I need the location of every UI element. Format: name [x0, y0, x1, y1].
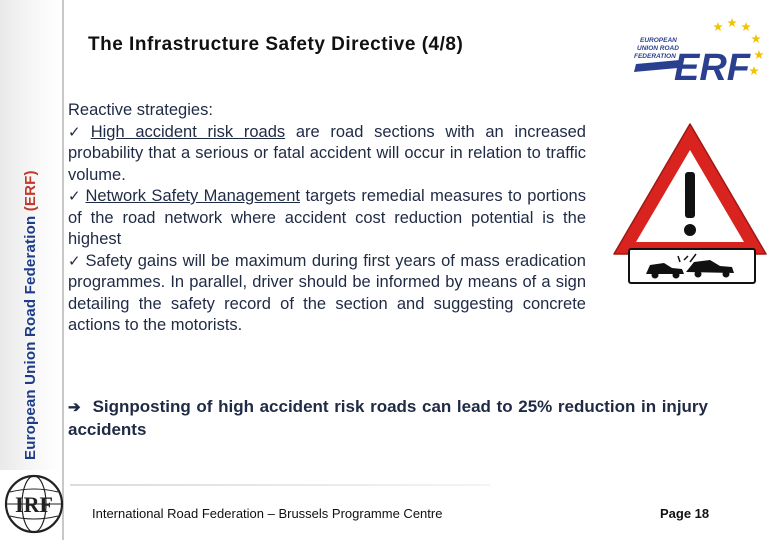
- vertical-org-label-main: European Union Road Federation: [22, 211, 39, 460]
- checkmark-icon: ✓: [68, 252, 82, 270]
- irf-globe-logo: [2, 472, 66, 536]
- vertical-org-label: [22, 40, 39, 460]
- erf-logo-small-text-1: EUROPEAN: [640, 37, 677, 44]
- bullet-item-3: [68, 251, 586, 337]
- bullet-1-text: are road sections with an increased probability that a serious or fatal accident will occur in relation to traffic volume.: [68, 122, 586, 184]
- erf-logo: [630, 12, 768, 92]
- checkmark-icon: ✓: [68, 188, 82, 205]
- erf-logo-big-text: ERF: [674, 47, 750, 89]
- strategies-heading: [68, 100, 586, 122]
- footer-organization: International Road Federation – Brussels Programme Centre: [92, 506, 443, 521]
- bullet-item-2: [68, 186, 586, 251]
- strategies-heading-label: Reactive strategies: [68, 101, 209, 119]
- erf-logo-small-text-2: UNION ROAD: [637, 45, 679, 52]
- car-crash-panel-icon: [628, 248, 756, 284]
- bullet-2-term: Network Safety Management: [85, 187, 300, 205]
- page-number: Page 18: [660, 506, 710, 521]
- irf-logo-text: IRF: [15, 492, 53, 517]
- warning-triangle-icon: [610, 120, 770, 260]
- vertical-org-label-abbrev: (ERF): [22, 170, 39, 212]
- bullet-2-text: targets remedial measures to portions of the road network where accident cost reduction potential is the highest: [68, 187, 586, 248]
- body-text: [68, 100, 586, 337]
- strategies-heading-colon: :: [208, 101, 213, 119]
- arrow-right-icon: ➔: [68, 399, 81, 416]
- erf-logo-small-text-3: FEDERATION: [634, 53, 676, 60]
- callout-text: [68, 396, 708, 441]
- bullet-item-1: [68, 122, 586, 187]
- footer-divider: [70, 484, 490, 486]
- checkmark-icon: ✓: [68, 123, 87, 141]
- bullet-1-term: High accident risk roads: [90, 122, 286, 141]
- callout-message: Signposting of high accident risk roads can lead to 25% reduction in injury accidents: [68, 397, 708, 439]
- slide-title: The Infrastructure Safety Directive (4/8): [88, 34, 464, 55]
- bullet-3-text: Safety gains will be maximum during first years of mass eradication programmes. In parallel, driver should be informed by means of a sign detailing the safety record of the section and suggesting concrete actions to the motorists.: [68, 251, 586, 334]
